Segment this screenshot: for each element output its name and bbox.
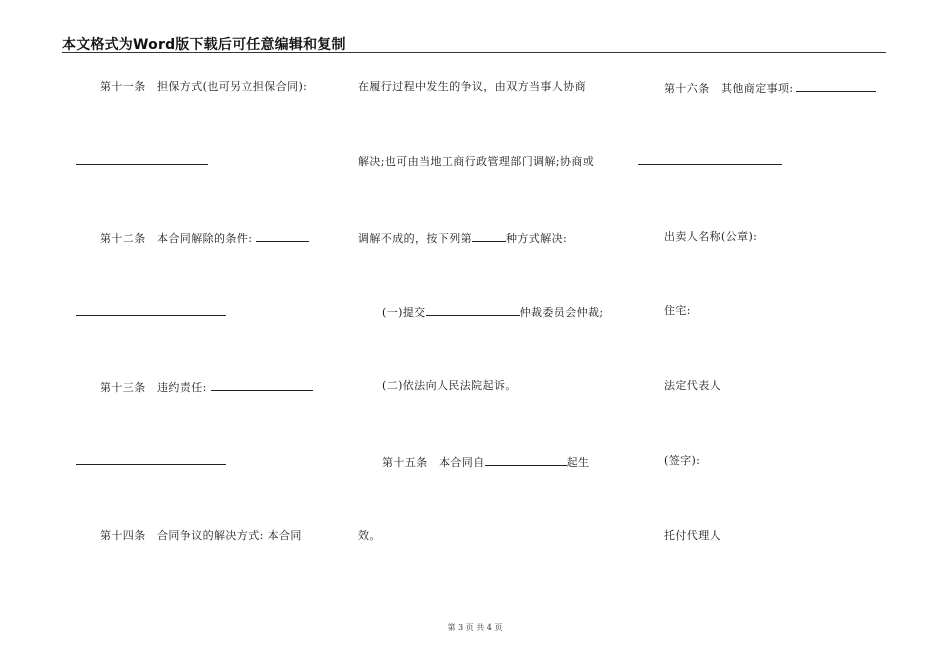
article-13-row <box>100 379 313 395</box>
article-12-blank-line <box>76 315 226 316</box>
article-14-text: 第十四条 合同争议的解决方式: 本合同 <box>100 529 302 542</box>
article-15-end: 效。 <box>358 529 381 542</box>
article-11-blank-line <box>76 164 208 165</box>
article-16-blank-line <box>638 164 782 165</box>
article-12-row <box>100 230 309 246</box>
document-header-title: 本文格式为Word版下载后可任意编辑和复制 <box>62 37 346 53</box>
article-12-blank <box>256 230 309 242</box>
dispute-line-3 <box>358 230 567 246</box>
article-15-date-blank <box>485 454 567 466</box>
dispute-line-3-prefix: 调解不成的，按下列第 <box>358 232 472 245</box>
dispute-line-3-suffix: 种方式解决: <box>506 232 568 245</box>
signature-label: (签字): <box>664 454 701 467</box>
article-12-label: 第十二条 本合同解除的条件: <box>100 232 253 245</box>
article-16-blank <box>796 80 876 92</box>
article-15-prefix: 第十五条 本合同自 <box>382 456 485 469</box>
seller-name-label: 出卖人名称(公章): <box>664 230 758 243</box>
dispute-method-blank <box>472 230 506 242</box>
arbitration-suffix: 仲裁委员会仲裁; <box>519 306 604 319</box>
dispute-line-1: 在履行过程中发生的争议，由双方当事人协商 <box>358 80 586 93</box>
arbitration-committee-blank <box>426 304 520 316</box>
article-13-label: 第十三条 违约责任: <box>100 381 207 394</box>
article-15-suffix: 起生 <box>566 456 590 469</box>
article-13-blank <box>211 379 313 391</box>
entrusted-agent-label: 托付代理人 <box>664 529 721 542</box>
dispute-line-2: 解决;也可由当地工商行政管理部门调解;协商或 <box>358 155 595 168</box>
arbitration-option <box>382 304 604 320</box>
article-16-label: 第十六条 其他商定事项: <box>664 82 794 95</box>
article-15-row <box>382 454 589 470</box>
header-divider <box>62 52 886 53</box>
residence-label: 住宅: <box>664 304 691 317</box>
litigation-option: (二)依法向人民法院起诉。 <box>382 379 517 392</box>
article-16-row <box>664 80 876 96</box>
page-number: 第 3 页 共 4 页 <box>447 623 503 632</box>
legal-representative-label: 法定代表人 <box>664 379 721 392</box>
arbitration-prefix: (一)提交 <box>382 306 426 319</box>
article-11-text: 第十一条 担保方式(也可另立担保合同): <box>100 80 308 93</box>
article-13-blank-line <box>76 464 226 465</box>
